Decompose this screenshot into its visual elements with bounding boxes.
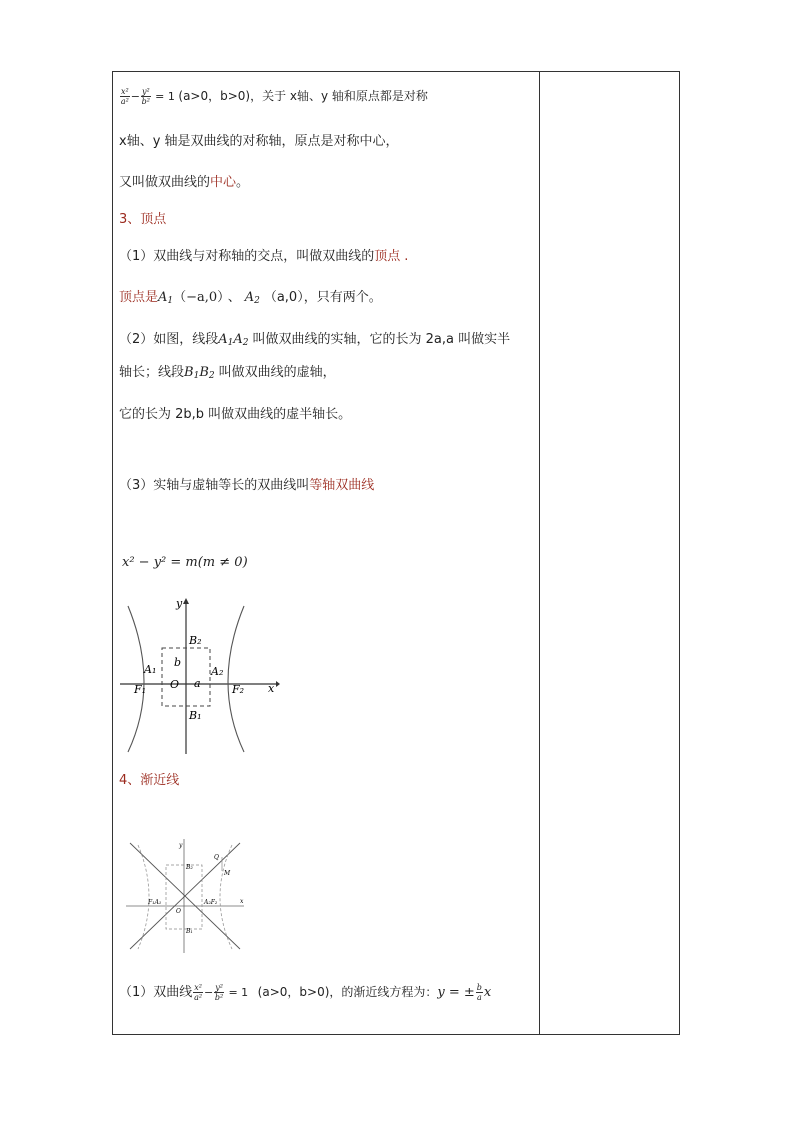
fig1-label-F2: F₂ bbox=[232, 683, 245, 696]
fig2-label-y: y bbox=[179, 842, 183, 849]
fig1-label-y: y bbox=[176, 597, 183, 610]
fig1-label-A2: A₂ bbox=[211, 665, 224, 678]
fig2-label-B1: B₁ bbox=[186, 928, 193, 935]
asymptote-figure bbox=[124, 837, 250, 955]
imaginary-axis-text: 轴长；线段$B_1B_2$ 叫做双曲线的虚轴， bbox=[119, 365, 336, 381]
equation-symmetry-line: $\frac{\text{x²}}{\text{a²}}$ − $\frac{\text{y²}}{\text{b²}}$ = 1 (a>0，b>0)，关于 x轴、y 轴和原点都是对称 bbox=[120, 87, 428, 106]
fig1-label-B1: B₁ bbox=[189, 709, 202, 722]
asymptote-equation-line: （1）双曲线 $\frac{\text{x²}}{\text{a²}}$ − $\frac{\text{y²}}{\text{b²}}$ = 1 (a>0，b>0)，的渐近线方程为：y = ± $\frac{b}{a}$ x bbox=[119, 983, 492, 1002]
equilateral-hyperbola-text: （3）实轴与虚轴等长的双曲线叫等轴双曲线 bbox=[119, 478, 375, 493]
fig1-label-F1: F₁ bbox=[134, 683, 147, 696]
section-3-heading: 3、顶点 bbox=[119, 212, 167, 227]
fig1-label-a: a bbox=[194, 677, 201, 690]
equilateral-equation: x² − y² = m(m ≠ 0) bbox=[122, 555, 248, 570]
fig2-label-B2: B₂ bbox=[186, 864, 193, 871]
imaginary-semi-axis-text: 它的长为 2b,b 叫做双曲线的虚半轴长。 bbox=[119, 407, 352, 422]
fraction-b-a: $\frac{b}{a}$ bbox=[476, 983, 482, 1002]
fraction-x2-a2: $\frac{\text{x²}}{\text{a²}}$ bbox=[120, 87, 129, 106]
fig2-label-O: O bbox=[176, 908, 181, 915]
fig2-label-Q: Q bbox=[214, 854, 219, 861]
axes-symmetry-text: x轴、y 轴是双曲线的对称轴，原点是对称中心， bbox=[119, 134, 399, 149]
hyperbola-figure bbox=[120, 596, 280, 754]
fig2-label-x: x bbox=[240, 898, 244, 905]
fig1-label-O: O bbox=[170, 678, 180, 691]
equation-condition: (a>0，b>0)，关于 x轴、y 轴和原点都是对称 bbox=[178, 89, 428, 103]
real-axis-text: （2）如图，线段$A_1A_2$ 叫做双曲线的实轴，它的长为 2a,a 叫做实半 bbox=[119, 332, 511, 348]
fig2-label-F1A1: F₁A₁ bbox=[148, 899, 162, 906]
section-4-heading: 4、渐近线 bbox=[119, 773, 180, 788]
center-term: 中心 bbox=[210, 175, 237, 190]
fig1-label-b: b bbox=[174, 656, 182, 669]
fig2-label-M: M bbox=[224, 870, 231, 877]
vertex-definition: （1）双曲线与对称轴的交点，叫做双曲线的顶点 . bbox=[119, 249, 409, 264]
equilateral-term: 等轴双曲线 bbox=[309, 478, 375, 493]
fig1-label-A1: A₁ bbox=[144, 663, 157, 676]
fig1-label-B2: B₂ bbox=[189, 634, 202, 647]
vertex-coordinates: 顶点是$A_1(-a,0)$ 、 $A_2$ （a,0），只有两个。 bbox=[119, 290, 382, 306]
fraction-y2-b2: $\frac{\text{y²}}{\text{b²}}$ bbox=[141, 87, 150, 106]
table-column-divider bbox=[539, 71, 540, 1035]
fig1-label-x: x bbox=[268, 682, 275, 695]
center-definition: 又叫做双曲线的中心。 bbox=[119, 175, 250, 190]
vertex-term: 顶点 bbox=[374, 249, 401, 264]
fig2-label-A2F2: A₂F₂ bbox=[204, 899, 218, 906]
